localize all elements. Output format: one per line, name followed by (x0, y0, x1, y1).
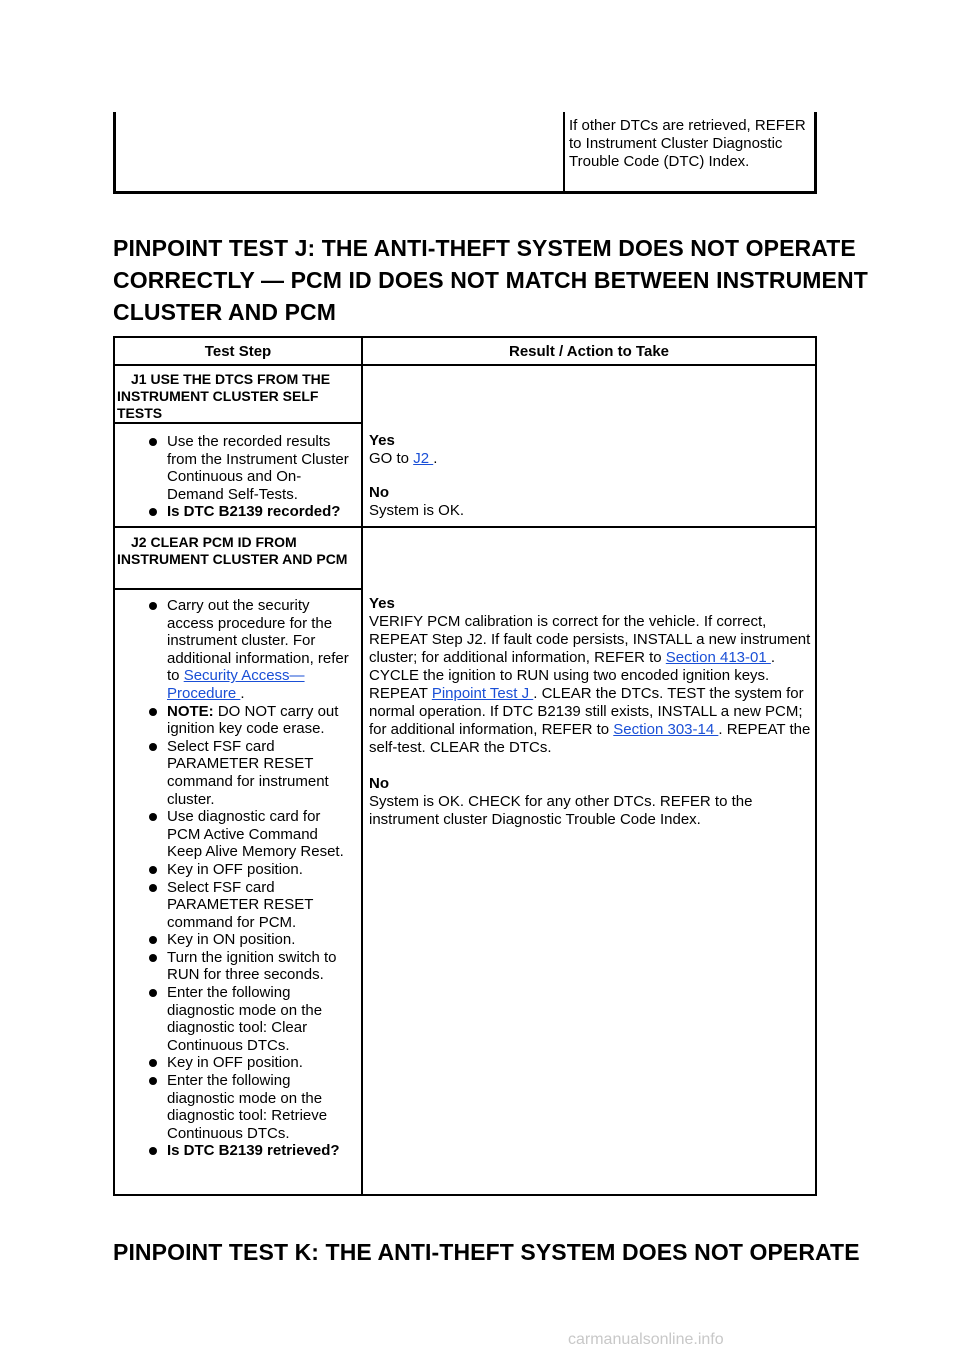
list-item: Carry out the security access procedure for the instrument cluster. For additional information, refer to Security Access—Procedure . (145, 597, 357, 703)
bullet-icon (149, 936, 157, 944)
link-pinpoint-test-j[interactable]: Pinpoint Test J (431, 685, 534, 702)
bullet-icon (149, 866, 157, 874)
list-item: Use diagnostic card for PCM Active Command Keep Alive Memory Reset. (145, 808, 357, 861)
header-divider (115, 364, 815, 366)
step-j1-title: J1 USE THE DTCS FROM THE INSTRUMENT CLUSTER SELF TESTS (117, 371, 331, 421)
pinpoint-test-j-table (113, 336, 817, 1196)
bullet-icon (149, 708, 157, 716)
bullet-icon (149, 813, 157, 821)
list-item: Use the recorded results from the Instrument Cluster Continuous and On-Demand Self-Tests. (145, 433, 357, 503)
pinpoint-test-j-heading: PINPOINT TEST J: THE ANTI-THEFT SYSTEM DOES NOT OPERATE CORRECTLY — PCM ID DOES NOT MATCH BETWEEN INSTRUMENT CLUSTER AND PCM (113, 235, 868, 325)
list-item: Key in OFF position. (145, 1054, 357, 1072)
yes-label: Yes (369, 595, 395, 612)
watermark: carmanualsonline.info (568, 1331, 724, 1348)
step-j2-result (369, 595, 811, 829)
pinpoint-test-k-heading: PINPOINT TEST K: THE ANTI-THEFT SYSTEM DOES NOT OPERATE (113, 1239, 860, 1265)
list-item: Key in ON position. (145, 931, 357, 949)
list-item: Is DTC B2139 retrieved? (145, 1142, 357, 1160)
list-item: Select FSF card PARAMETER RESET command for instrument cluster. (145, 738, 357, 808)
link-security-access-procedure[interactable]: Security Access—Procedure (167, 667, 305, 702)
previous-table-result-text: If other DTCs are retrieved, REFER to Instrument Cluster Diagnostic Trouble Code (DTC) Index. (569, 117, 806, 170)
previous-table-divider (563, 112, 565, 192)
bullet-icon (149, 884, 157, 892)
column-header-test-step: Test Step (204, 343, 272, 360)
list-item: Turn the ignition switch to RUN for three seconds. (145, 949, 357, 984)
j1-no-action: System is OK. (369, 502, 465, 519)
step-j2-instructions (145, 597, 357, 1160)
link-section-303-14[interactable]: Section 303-14 (613, 721, 719, 738)
no-label: No (369, 484, 389, 501)
bullet-icon (149, 1077, 157, 1085)
bullet-icon (149, 438, 157, 446)
list-item: Select FSF card PARAMETER RESET command for PCM. (145, 879, 357, 932)
list-item: NOTE: DO NOT carry out ignition key code erase. (145, 703, 357, 738)
bullet-icon (149, 743, 157, 751)
column-header-result: Result / Action to Take (508, 343, 670, 360)
list-item: Is DTC B2139 recorded? (145, 503, 357, 521)
j2-title-divider (115, 588, 361, 590)
step-j1-instructions (145, 433, 357, 521)
list-item: Key in OFF position. (145, 861, 357, 879)
bullet-icon (149, 954, 157, 962)
row-divider (115, 526, 815, 528)
j1-yes-action: GO to J2 . (369, 450, 438, 467)
list-item: Enter the following diagnostic mode on the diagnostic tool: Retrieve Continuous DTCs. (145, 1072, 357, 1142)
j1-title-divider (115, 422, 361, 424)
link-section-413-01[interactable]: Section 413-01 (665, 649, 771, 666)
bullet-icon (149, 602, 157, 610)
yes-label: Yes (369, 432, 395, 449)
j2-no-action: System is OK. CHECK for any other DTCs. REFER to the instrument cluster Diagnostic Trouble Code Index. (369, 793, 753, 828)
link-j2[interactable]: J2 (413, 450, 434, 467)
bullet-icon (149, 1059, 157, 1067)
bullet-icon (149, 989, 157, 997)
list-item: Enter the following diagnostic mode on the diagnostic tool: Clear Continuous DTCs. (145, 984, 357, 1054)
step-j1-result (369, 432, 809, 520)
no-label: No (369, 775, 389, 792)
j2-yes-action: VERIFY PCM calibration is correct for the vehicle. If correct, REPEAT Step J2. If fault code persists, INSTALL a new instrument cluster; for additional information, REFER to Section 413-01 . CYCLE the ignition to RUN using two encoded ignition keys. REPEAT Pinpoint Test J . CLEAR the DTCs. TEST the system for normal operation. If DTC B2139 still exists, INSTALL a new PCM; for additional information, REFER to Section 303-14 . REPEAT the self-test. CLEAR the DTCs. (369, 613, 811, 756)
bullet-icon (149, 508, 157, 516)
column-divider (361, 338, 363, 1194)
step-j2-title: J2 CLEAR PCM ID FROM INSTRUMENT CLUSTER AND PCM (117, 534, 348, 567)
bullet-icon (149, 1147, 157, 1155)
